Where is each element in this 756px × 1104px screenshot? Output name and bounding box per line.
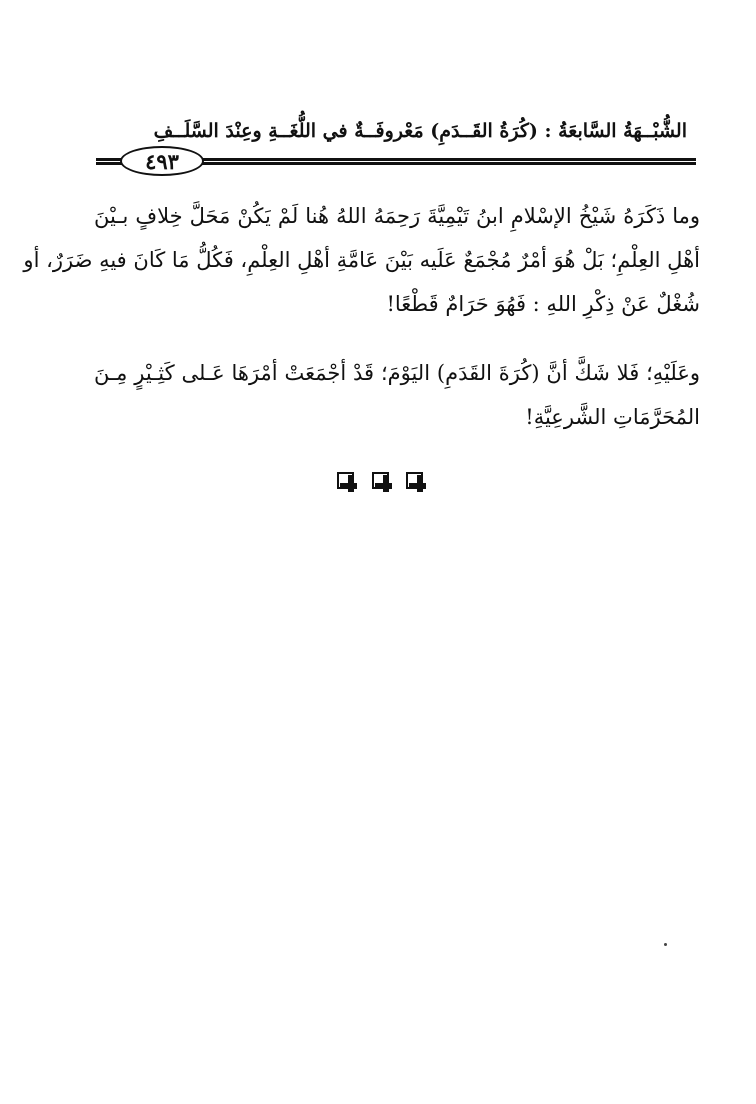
section-end-mark-icon	[372, 472, 389, 489]
paragraph-line: وعَلَيْهِ؛ فَلا شَكَّ أنَّ (كُرَةَ القَدَمِ) اليَوْمَ؛ قَدْ أجْمَعَتْ أمْرَهَا عَـلى كَثِـيْرٍ مِـنَ	[94, 361, 700, 385]
section-end-marks	[337, 472, 423, 492]
paragraph-2	[94, 351, 700, 439]
section-end-mark-icon	[406, 472, 423, 489]
paragraph-1	[23, 194, 700, 326]
scan-speck	[664, 943, 667, 946]
running-header-title: الشُّبْــهَةُ السَّابعَةُ : (كُرَةُ القَــدَمِ) مَعْروفَــةٌ في اللُّغَــةِ وعِنْدَ السَّلَــفِ	[153, 120, 687, 142]
paragraph-line: شُغْلٌ عَنْ ذِكْرِ اللهِ : فَهُوَ حَرَامٌ قَطْعًا!	[386, 292, 700, 316]
paragraph-line: المُحَرَّمَاتِ الشَّرعِيَّةِ!	[525, 405, 700, 429]
page-number: ٤٩٣	[145, 148, 179, 174]
paragraph-line: أهْلِ العِلْمِ؛ بَلْ هُوَ أمْرٌ مُجْمَعٌ عَلَيه بَيْنَ عَامَّةِ أهْلِ العِلْمِ، فَكُلُّ مَا كَانَ فيهِ ضَرَرٌ، أو	[23, 248, 700, 272]
paragraph-line: وما ذَكَرَهُ شَيْخُ الإسْلامِ ابنُ تَيْمِيَّةَ رَحِمَهُ اللهُ هُنا لَمْ يَكُنْ مَحَلَّ خِلافٍ بـيْنَ	[94, 204, 700, 228]
page-number-badge	[120, 146, 204, 176]
section-end-mark-icon	[337, 472, 354, 489]
